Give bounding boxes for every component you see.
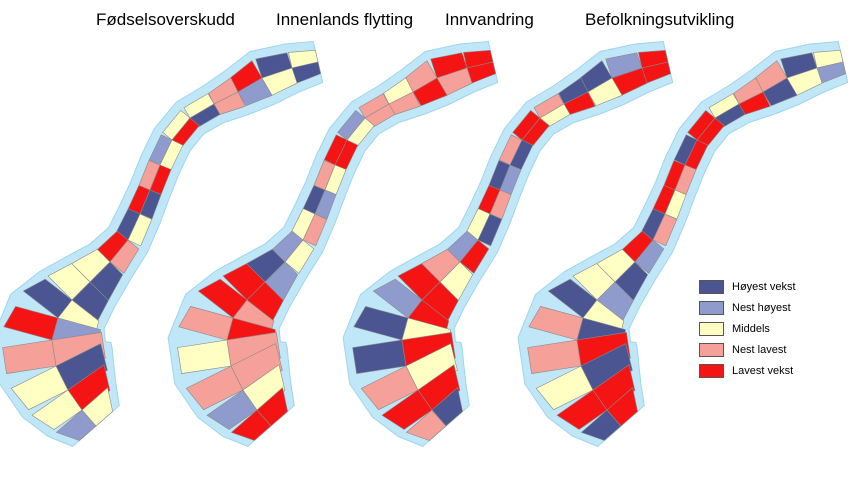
legend-item-middle [699, 318, 809, 339]
legend-swatch-middle [699, 322, 724, 336]
legend-swatch-second-lowest [699, 343, 724, 357]
legend [699, 276, 809, 381]
legend-swatch-second-highest [699, 301, 724, 315]
legend-label-second-lowest: Nest lavest [732, 343, 787, 356]
map-title-innvandring: Innvandring [445, 10, 534, 29]
legend-swatch-lowest [699, 364, 724, 378]
legend-label-highest: Høyest vekst [732, 280, 796, 293]
legend-label-middle: Middels [732, 322, 770, 335]
map-title-innenlands-flytting: Innenlands flytting [276, 10, 414, 29]
legend-swatch-highest [699, 280, 724, 294]
legend-item-lowest [699, 360, 809, 381]
legend-item-highest [699, 276, 809, 297]
legend-item-second-highest [699, 297, 809, 318]
legend-item-second-lowest [699, 339, 809, 360]
map-title-befolkningsutvikling: Befolkningsutvikling [585, 10, 735, 29]
legend-label-lowest: Lavest vekst [732, 364, 794, 377]
map-title-fodselsoverskudd: Fødselsoverskudd [96, 10, 235, 29]
legend-label-second-highest: Nest høyest [732, 301, 791, 314]
